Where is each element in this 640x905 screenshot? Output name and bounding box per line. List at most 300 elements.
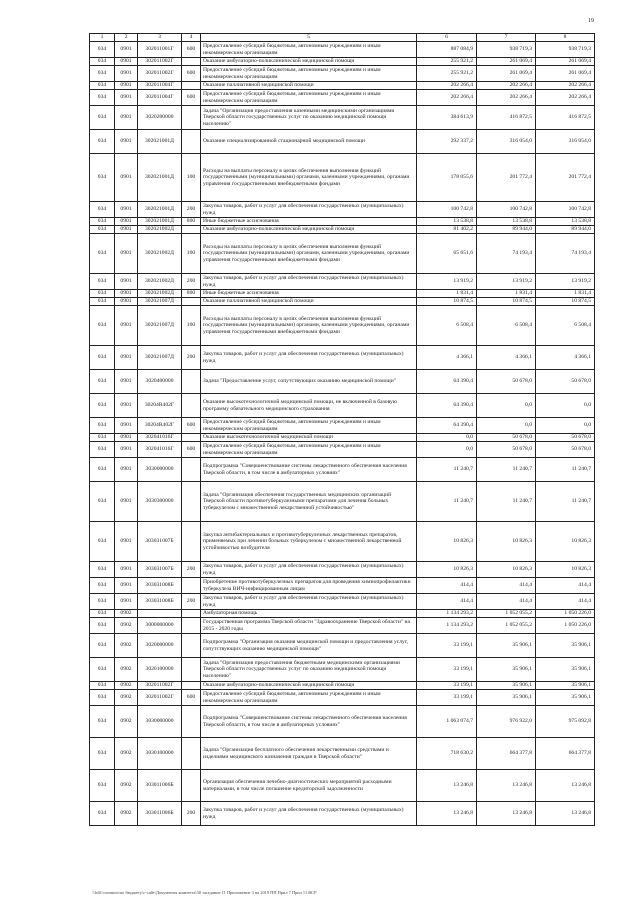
amount-cell-2: 11 240,7 xyxy=(477,482,536,522)
section-code-cell: 0901 xyxy=(115,562,138,578)
ministry-code-cell: 034 xyxy=(90,482,115,522)
section-code-cell: 0901 xyxy=(115,370,138,394)
ministry-code-cell: 034 xyxy=(90,442,115,458)
target-article-cell: 3020400000 xyxy=(138,370,182,394)
ministry-code-cell: 034 xyxy=(90,218,115,226)
amount-cell-2: 13 246,8 xyxy=(477,802,536,826)
description-cell: Закупка товаров, работ и услуг для обеспечения государственных (муниципальных) нужд xyxy=(201,346,417,370)
table-row xyxy=(90,594,595,610)
ministry-code-cell: 034 xyxy=(90,578,115,594)
amount-cell-3: 261 069,4 xyxy=(536,58,595,66)
header-cell: 5 xyxy=(201,34,417,42)
description-cell: Закупка товаров, работ и услуг для обеспечения государственных (муниципальных) нужд xyxy=(201,202,417,218)
amount-cell-1: 11 240,7 xyxy=(417,458,477,482)
amount-cell-2: 416 872,5 xyxy=(477,106,536,130)
target-article-cell: 302021007Д xyxy=(138,298,182,306)
description-cell: Иные бюджетные ассигнования xyxy=(201,290,417,298)
section-code-cell: 0902 xyxy=(115,618,138,634)
expense-type-cell xyxy=(182,434,201,442)
table-row xyxy=(90,618,595,634)
description-cell: Оказание паллиативной медицинской помощи xyxy=(201,298,417,306)
section-code-cell: 0901 xyxy=(115,346,138,370)
table-header-row xyxy=(90,34,595,42)
amount-cell-1: 178 055,6 xyxy=(417,154,477,202)
table-row xyxy=(90,634,595,658)
amount-cell-1: 13 246,8 xyxy=(417,770,477,802)
target-article-cell: 3000000000 xyxy=(138,618,182,634)
expense-type-cell xyxy=(182,578,201,594)
amount-cell-3: 416 872,5 xyxy=(536,106,595,130)
amount-cell-2: 0,0 xyxy=(477,418,536,434)
expense-type-cell: 100 xyxy=(182,234,201,274)
section-code-cell: 0902 xyxy=(115,682,138,690)
description-cell: Государственная программа Тверской области "Здравоохранение Тверской области" на 2015 - 2020 годы xyxy=(201,618,417,634)
amount-cell-1: 10 874,5 xyxy=(417,298,477,306)
table-row xyxy=(90,202,595,218)
table-row xyxy=(90,738,595,770)
amount-cell-1: 414,4 xyxy=(417,594,477,610)
amount-cell-1: 1 831,4 xyxy=(417,290,477,298)
amount-cell-2: 10 874,5 xyxy=(477,298,536,306)
ministry-code-cell: 034 xyxy=(90,802,115,826)
amount-cell-2: 35 906,1 xyxy=(477,658,536,682)
description-cell: Задача "Организация предоставления казенными медицинскими организациями Тверской области государственных услуг по оказанию медицинской помощи населению" xyxy=(201,106,417,130)
amount-cell-1: 1 134 293,2 xyxy=(417,610,477,618)
description-cell: Закупка товаров, работ и услуг для обеспечения государственных (муниципальных) нужд xyxy=(201,274,417,290)
amount-cell-1: 13 919,2 xyxy=(417,274,477,290)
amount-cell-1: 718 630,2 xyxy=(417,738,477,770)
table-row xyxy=(90,298,595,306)
description-cell: Оказание амбулаторно-поликлинической медицинской помощи xyxy=(201,58,417,66)
ministry-code-cell: 034 xyxy=(90,154,115,202)
description-cell: Закупка товаров, работ и услуг для обеспечения государственных (муниципальных) нужд xyxy=(201,562,417,578)
table-row xyxy=(90,274,595,290)
expense-type-cell xyxy=(182,618,201,634)
ministry-code-cell: 034 xyxy=(90,434,115,442)
description-cell: Расходы на выплаты персоналу в целях обеспечения выполнения функций государственными (муниципальными) органами, казенными учреждениями, органами управления государственными внебюджетными фондами xyxy=(201,154,417,202)
expense-type-cell: 100 xyxy=(182,154,201,202)
amount-cell-2: 13 919,2 xyxy=(477,274,536,290)
target-article-cell: 302021007Д xyxy=(138,306,182,346)
table-row xyxy=(90,610,595,618)
target-article-cell: 3020100000 xyxy=(138,658,182,682)
table-row xyxy=(90,154,595,202)
ministry-code-cell: 034 xyxy=(90,106,115,130)
section-code-cell: 0902 xyxy=(115,738,138,770)
amount-cell-1: 384 613,9 xyxy=(417,106,477,130)
target-article-cell: 302021002Д xyxy=(138,234,182,274)
table-row xyxy=(90,482,595,522)
expense-type-cell xyxy=(182,658,201,682)
expense-type-cell: 200 xyxy=(182,802,201,826)
amount-cell-3: 201 772,4 xyxy=(536,154,595,202)
amount-cell-1: 10 826,3 xyxy=(417,522,477,562)
table-row xyxy=(90,234,595,274)
section-code-cell: 0901 xyxy=(115,154,138,202)
section-code-cell: 0901 xyxy=(115,274,138,290)
ministry-code-cell: 034 xyxy=(90,306,115,346)
amount-cell-3: 1 050 226,0 xyxy=(536,618,595,634)
amount-cell-1: 33 199,1 xyxy=(417,690,477,706)
amount-cell-1: 4 366,1 xyxy=(417,346,477,370)
table-row xyxy=(90,706,595,738)
description-cell: Закупка товаров, работ и услуг для обеспечения государственных (муниципальных) нужд xyxy=(201,802,417,826)
section-code-cell: 0901 xyxy=(115,106,138,130)
ministry-code-cell: 034 xyxy=(90,770,115,802)
expense-type-cell xyxy=(182,706,201,738)
amount-cell-1: 202 266,4 xyxy=(417,82,477,90)
description-cell: Предоставление субсидий бюджетным, автономным учреждениям и иным некоммерческим организациям xyxy=(201,42,417,58)
expense-type-cell: 600 xyxy=(182,42,201,58)
amount-cell-2: 13 538,8 xyxy=(477,218,536,226)
amount-cell-1: 100 742,8 xyxy=(417,202,477,218)
description-cell: Расходы на выплаты персоналу в целях обеспечения выполнения функций государственными (муниципальными) органами, казенными учреждениями, органами управления государственными внебюджетными фондами xyxy=(201,234,417,274)
description-cell: Закупка товаров, работ и услуг для обеспечения государственных (муниципальных) нужд xyxy=(201,594,417,610)
expense-type-cell: 600 xyxy=(182,418,201,434)
section-code-cell: 0901 xyxy=(115,482,138,522)
amount-cell-3: 1 831,4 xyxy=(536,290,595,298)
section-code-cell: 0902 xyxy=(115,802,138,826)
target-article-cell: 3030000000 xyxy=(138,458,182,482)
description-cell: Оказание высокотехнологичной медицинской помощи, не включенной в базовую программу обязательного медицинского страхования xyxy=(201,394,417,418)
amount-cell-1: 65 651,6 xyxy=(417,234,477,274)
section-code-cell: 0901 xyxy=(115,306,138,346)
expense-type-cell: 200 xyxy=(182,274,201,290)
table-row xyxy=(90,658,595,682)
section-code-cell: 0901 xyxy=(115,202,138,218)
amount-cell-2: 1 831,4 xyxy=(477,290,536,298)
target-article-cell: 302011004Г xyxy=(138,82,182,90)
expense-type-cell xyxy=(182,738,201,770)
amount-cell-3: 35 906,1 xyxy=(536,682,595,690)
target-article-cell: 302011002Г xyxy=(138,690,182,706)
amount-cell-3: 74 193,4 xyxy=(536,234,595,274)
amount-cell-2: 100 742,8 xyxy=(477,202,536,218)
section-code-cell: 0901 xyxy=(115,58,138,66)
amount-cell-3: 10 826,3 xyxy=(536,562,595,578)
description-cell: Подпрограмма "Совершенствование системы лекарственного обеспечения населения Тверской области, в том числе в амбулаторных условиях" xyxy=(201,706,417,738)
section-code-cell: 0901 xyxy=(115,458,138,482)
ministry-code-cell: 034 xyxy=(90,130,115,154)
description-cell: Подпрограмма "Организация оказания медицинской помощи и предоставления услуг, сопутствующих оказанию медицинской помощи" xyxy=(201,634,417,658)
header-cell: 1 xyxy=(90,34,115,42)
section-code-cell: 0902 xyxy=(115,634,138,658)
amount-cell-1: 292 337,2 xyxy=(417,130,477,154)
target-article-cell: 302041016Г xyxy=(138,442,182,458)
amount-cell-3: 11 240,7 xyxy=(536,482,595,522)
description-cell: Предоставление субсидий бюджетным, автономным учреждениям и иным некоммерческим организациям xyxy=(201,442,417,458)
target-article-cell: 30204R402Г xyxy=(138,394,182,418)
amount-cell-3: 0,0 xyxy=(536,394,595,418)
amount-cell-2: 1 052 055,2 xyxy=(477,618,536,634)
section-code-cell: 0901 xyxy=(115,90,138,106)
ministry-code-cell: 034 xyxy=(90,522,115,562)
header-cell: 3 xyxy=(138,34,182,42)
table-row xyxy=(90,66,595,82)
target-article-cell: 3020000000 xyxy=(138,634,182,658)
section-code-cell: 0901 xyxy=(115,434,138,442)
amount-cell-3: 202 266,4 xyxy=(536,82,595,90)
ministry-code-cell: 034 xyxy=(90,298,115,306)
table-row xyxy=(90,290,595,298)
amount-cell-1: 64 390,4 xyxy=(417,370,477,394)
expense-type-cell xyxy=(182,82,201,90)
amount-cell-3: 13 538,8 xyxy=(536,218,595,226)
ministry-code-cell: 034 xyxy=(90,58,115,66)
amount-cell-2: 261 069,4 xyxy=(477,58,536,66)
amount-cell-2: 35 906,1 xyxy=(477,690,536,706)
table-row xyxy=(90,306,595,346)
amount-cell-2: 11 240,7 xyxy=(477,458,536,482)
amount-cell-3: 35 906,1 xyxy=(536,634,595,658)
target-article-cell: 303031007Б xyxy=(138,562,182,578)
description-cell: Оказание высокотехнологичной медицинской помощи xyxy=(201,434,417,442)
ministry-code-cell: 034 xyxy=(90,634,115,658)
section-code-cell: 0901 xyxy=(115,290,138,298)
description-cell: Предоставление субсидий бюджетным, автономным учреждениям и иным некоммерческим организациям xyxy=(201,418,417,434)
expense-type-cell: 600 xyxy=(182,90,201,106)
section-code-cell: 0901 xyxy=(115,42,138,58)
ministry-code-cell: 034 xyxy=(90,594,115,610)
amount-cell-2: 938 719,3 xyxy=(477,42,536,58)
table-row xyxy=(90,226,595,234)
table-row xyxy=(90,346,595,370)
amount-cell-3: 89 944,0 xyxy=(536,226,595,234)
amount-cell-3: 13 246,8 xyxy=(536,802,595,826)
description-cell: Предоставление субсидий бюджетным, автономным учреждениям и иным некоммерческим организациям xyxy=(201,90,417,106)
amount-cell-3: 50 678,0 xyxy=(536,442,595,458)
header-cell: 2 xyxy=(115,34,138,42)
description-cell: Оказание специализированной стационарной медицинской помощи xyxy=(201,130,417,154)
header-cell: 7 xyxy=(477,34,536,42)
amount-cell-3: 10 874,5 xyxy=(536,298,595,306)
amount-cell-3: 414,4 xyxy=(536,578,595,594)
amount-cell-1: 13 246,8 xyxy=(417,802,477,826)
amount-cell-3: 6 508,4 xyxy=(536,306,595,346)
file-path-footer: \\fs01\common\по бюджету\с-сайт\Документы комитета\30 заседание 11 Приложение 3 на 2019 ПП Прил 7 Прил 11.RCP xyxy=(92,890,317,895)
expense-type-cell: 600 xyxy=(182,442,201,458)
target-article-cell: 3030100000 xyxy=(138,738,182,770)
ministry-code-cell: 034 xyxy=(90,90,115,106)
description-cell: Амбулаторная помощь xyxy=(201,610,417,618)
ministry-code-cell: 034 xyxy=(90,290,115,298)
ministry-code-cell: 034 xyxy=(90,42,115,58)
target-article-cell: 303031008Б xyxy=(138,594,182,610)
table-row xyxy=(90,690,595,706)
amount-cell-1: 6 508,4 xyxy=(417,306,477,346)
amount-cell-1: 255 921,2 xyxy=(417,58,477,66)
table-row xyxy=(90,434,595,442)
amount-cell-3: 13 246,8 xyxy=(536,770,595,802)
target-article-cell xyxy=(138,610,182,618)
table-row xyxy=(90,418,595,434)
table-row xyxy=(90,770,595,802)
expense-type-cell xyxy=(182,394,201,418)
table-row xyxy=(90,130,595,154)
table-row xyxy=(90,106,595,130)
section-code-cell: 0901 xyxy=(115,522,138,562)
table-row xyxy=(90,218,595,226)
table-row xyxy=(90,82,595,90)
amount-cell-1: 10 826,3 xyxy=(417,562,477,578)
amount-cell-3: 100 742,8 xyxy=(536,202,595,218)
section-code-cell: 0901 xyxy=(115,66,138,82)
expense-type-cell: 800 xyxy=(182,218,201,226)
target-article-cell: 302021002Д xyxy=(138,274,182,290)
expense-type-cell: 100 xyxy=(182,306,201,346)
section-code-cell: 0901 xyxy=(115,218,138,226)
description-cell: Организация обеспечения лечебно-диагностических мероприятий расходными материалами, в том числе погашение кредиторской задолженности xyxy=(201,770,417,802)
expense-type-cell xyxy=(182,226,201,234)
section-code-cell: 0902 xyxy=(115,658,138,682)
amount-cell-1: 0,0 xyxy=(417,434,477,442)
amount-cell-3: 4 366,1 xyxy=(536,346,595,370)
target-article-cell: 303011006Б xyxy=(138,802,182,826)
ministry-code-cell: 034 xyxy=(90,234,115,274)
section-code-cell: 0901 xyxy=(115,578,138,594)
section-code-cell: 0901 xyxy=(115,442,138,458)
target-article-cell: 30204R402Г xyxy=(138,418,182,434)
amount-cell-2: 414,4 xyxy=(477,594,536,610)
section-code-cell: 0901 xyxy=(115,234,138,274)
table-row xyxy=(90,58,595,66)
target-article-cell: 302021002Д xyxy=(138,290,182,298)
section-code-cell: 0901 xyxy=(115,298,138,306)
target-article-cell: 302011001Г xyxy=(138,42,182,58)
table-row xyxy=(90,42,595,58)
description-cell: Расходы на выплаты персоналу в целях обеспечения выполнения функций государственными (муниципальными) органами, казенными учреждениями, органами управления государственными внебюджетными фондами xyxy=(201,306,417,346)
ministry-code-cell: 034 xyxy=(90,658,115,682)
ministry-code-cell: 034 xyxy=(90,690,115,706)
amount-cell-2: 50 678,0 xyxy=(477,370,536,394)
amount-cell-3: 50 678,0 xyxy=(536,434,595,442)
section-code-cell: 0901 xyxy=(115,226,138,234)
description-cell: Задача "Организация бесплатного обеспечения лекарственными средствами и изделиями медицинского назначения граждан в Тверской области" xyxy=(201,738,417,770)
amount-cell-2: 10 826,3 xyxy=(477,562,536,578)
description-cell: Приобретение противотуберкулезных препаратов для проведения химиопрофилактики туберкулеза ВИЧ-инфицированным лицам xyxy=(201,578,417,594)
expense-type-cell xyxy=(182,106,201,130)
ministry-code-cell: 034 xyxy=(90,618,115,634)
amount-cell-2: 35 906,1 xyxy=(477,682,536,690)
amount-cell-3: 0,0 xyxy=(536,418,595,434)
amount-cell-2: 976 922,0 xyxy=(477,706,536,738)
amount-cell-1: 255 921,2 xyxy=(417,66,477,82)
amount-cell-2: 316 054,0 xyxy=(477,130,536,154)
expense-type-cell: 600 xyxy=(182,66,201,82)
expense-type-cell xyxy=(182,482,201,522)
amount-cell-3: 664 377,8 xyxy=(536,738,595,770)
description-cell: Иные бюджетные ассигнования xyxy=(201,218,417,226)
expense-type-cell xyxy=(182,634,201,658)
description-cell: Задача "Предоставление услуг, сопутствующих оказанию медицинской помощи" xyxy=(201,370,417,394)
table-row xyxy=(90,90,595,106)
description-cell: Предоставление субсидий бюджетным, автономным учреждениям и иным некоммерческим организациям xyxy=(201,690,417,706)
description-cell: Предоставление субсидий бюджетным, автономным учреждениям и иным некоммерческим организациям xyxy=(201,66,417,82)
amount-cell-1: 0,0 xyxy=(417,442,477,458)
target-article-cell: 302021002Д xyxy=(138,226,182,234)
target-article-cell: 303031008Б xyxy=(138,578,182,594)
amount-cell-2: 4 366,1 xyxy=(477,346,536,370)
amount-cell-2: 10 826,3 xyxy=(477,522,536,562)
amount-cell-1: 1 134 293,2 xyxy=(417,618,477,634)
amount-cell-1: 64 390,4 xyxy=(417,418,477,434)
amount-cell-2: 201 772,4 xyxy=(477,154,536,202)
section-code-cell: 0902 xyxy=(115,690,138,706)
target-article-cell: 3020200000 xyxy=(138,106,182,130)
ministry-code-cell: 034 xyxy=(90,274,115,290)
amount-cell-2: 414,4 xyxy=(477,578,536,594)
table-row xyxy=(90,578,595,594)
amount-cell-3: 10 826,3 xyxy=(536,522,595,562)
section-code-cell: 0901 xyxy=(115,130,138,154)
amount-cell-2: 13 246,8 xyxy=(477,770,536,802)
target-article-cell: 302021001Д xyxy=(138,218,182,226)
expense-type-cell: 200 xyxy=(182,202,201,218)
amount-cell-3: 316 054,0 xyxy=(536,130,595,154)
section-code-cell: 0902 xyxy=(115,610,138,618)
amount-cell-3: 35 906,1 xyxy=(536,658,595,682)
amount-cell-2: 50 678,0 xyxy=(477,442,536,458)
ministry-code-cell: 034 xyxy=(90,738,115,770)
budget-table xyxy=(89,33,595,826)
amount-cell-3: 13 919,2 xyxy=(536,274,595,290)
ministry-code-cell: 034 xyxy=(90,202,115,218)
table-row xyxy=(90,442,595,458)
expense-type-cell xyxy=(182,610,201,618)
table-row xyxy=(90,394,595,418)
header-cell: 8 xyxy=(536,34,595,42)
ministry-code-cell: 034 xyxy=(90,562,115,578)
amount-cell-1: 33 199,1 xyxy=(417,658,477,682)
expense-type-cell: 800 xyxy=(182,290,201,298)
target-article-cell: 302011002Г xyxy=(138,58,182,66)
ministry-code-cell: 034 xyxy=(90,418,115,434)
target-article-cell: 302021007Д xyxy=(138,346,182,370)
amount-cell-2: 202 266,4 xyxy=(477,90,536,106)
expense-type-cell xyxy=(182,458,201,482)
amount-cell-3: 11 240,7 xyxy=(536,458,595,482)
ministry-code-cell: 034 xyxy=(90,82,115,90)
amount-cell-2: 1 052 055,2 xyxy=(477,610,536,618)
table-row xyxy=(90,802,595,826)
ministry-code-cell: 034 xyxy=(90,226,115,234)
expense-type-cell xyxy=(182,522,201,562)
amount-cell-1: 64 390,4 xyxy=(417,394,477,418)
amount-cell-2: 6 508,4 xyxy=(477,306,536,346)
amount-cell-1: 81 402,2 xyxy=(417,226,477,234)
amount-cell-2: 50 678,0 xyxy=(477,434,536,442)
header-cell: 4 xyxy=(182,34,201,42)
ministry-code-cell: 034 xyxy=(90,706,115,738)
amount-cell-3: 975 092,8 xyxy=(536,706,595,738)
amount-cell-2: 74 193,4 xyxy=(477,234,536,274)
amount-cell-3: 1 050 226,0 xyxy=(536,610,595,618)
ministry-code-cell: 034 xyxy=(90,458,115,482)
amount-cell-1: 11 240,7 xyxy=(417,482,477,522)
expense-type-cell xyxy=(182,370,201,394)
ministry-code-cell: 034 xyxy=(90,682,115,690)
description-cell: Закупка антибактериальных и противотуберкулезных лекарственных препаратов, применяемых при лечении больных туберкулезом с множественной лекарственной устойчивостью возбудителя xyxy=(201,522,417,562)
target-article-cell: 3030000000 xyxy=(138,706,182,738)
amount-cell-2: 664 377,8 xyxy=(477,738,536,770)
amount-cell-1: 887 084,9 xyxy=(417,42,477,58)
amount-cell-1: 1 063 074,7 xyxy=(417,706,477,738)
expense-type-cell xyxy=(182,58,201,66)
target-article-cell: 303011006Б xyxy=(138,770,182,802)
table-row xyxy=(90,522,595,562)
expense-type-cell xyxy=(182,298,201,306)
section-code-cell: 0901 xyxy=(115,594,138,610)
